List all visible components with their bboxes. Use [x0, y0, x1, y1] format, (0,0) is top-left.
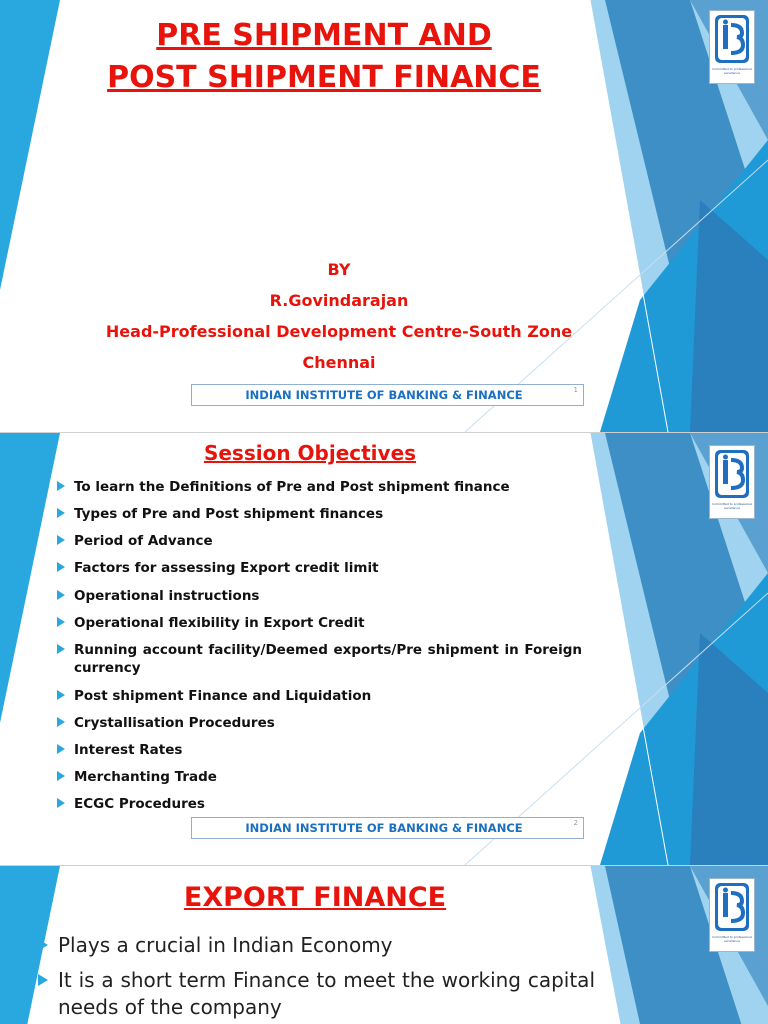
logo-tagline: Committed to professional excellence	[712, 935, 752, 943]
objective-item: Merchanting Trade	[57, 768, 582, 786]
bullet-arrow-icon	[57, 690, 65, 700]
objective-item: Interest Rates	[57, 741, 582, 759]
page-number: 1	[573, 386, 578, 394]
bullet-point: Plays a crucial in Indian Economy	[38, 932, 595, 959]
slide-2-footer	[191, 817, 584, 839]
bullet-arrow-icon	[57, 644, 65, 654]
objective-item: Types of Pre and Post shipment finances	[57, 505, 582, 523]
iibf-logo-icon	[715, 883, 749, 931]
page-number: 2	[573, 819, 578, 827]
iibf-logo	[709, 878, 755, 952]
objective-item: Running account facility/Deemed exports/Pre shipment in Foreign currency	[57, 641, 582, 677]
slide-3	[0, 866, 768, 1024]
author-city: Chennai	[302, 353, 376, 372]
bullet-arrow-icon	[57, 717, 65, 727]
bullet-arrow-icon	[57, 535, 65, 545]
slide-1-title-line-1: PRE SHIPMENT AND	[156, 18, 492, 53]
slide-3-title: EXPORT FINANCE	[183, 882, 447, 913]
objective-item: To learn the Definitions of Pre and Post shipment finance	[57, 478, 582, 496]
bullet-arrow-icon	[57, 508, 65, 518]
objective-item: Post shipment Finance and Liquidation	[57, 687, 582, 705]
slide-1	[0, 0, 768, 432]
slide-1-footer	[191, 384, 584, 406]
bullet-arrow-icon	[57, 617, 65, 627]
bullet-arrow-icon	[57, 798, 65, 808]
slide-2-title: Session Objectives	[203, 441, 417, 465]
objective-item: Crystallisation Procedures	[57, 714, 582, 732]
iibf-logo	[709, 10, 755, 84]
slide-1-title-line-2: POST SHIPMENT FINANCE	[107, 60, 541, 95]
bullet-point: It is a short term Finance to meet the working capital needs of the company	[38, 967, 595, 1021]
objective-item: Operational flexibility in Export Credit	[57, 614, 582, 632]
objective-item: ECGC Procedures	[57, 795, 582, 813]
objective-item: Operational instructions	[57, 587, 582, 605]
author-position: Head-Professional Development Centre-South Zone	[105, 322, 573, 341]
objective-item: Period of Advance	[57, 532, 582, 550]
bullet-arrow-icon	[57, 771, 65, 781]
slide-2	[0, 433, 768, 865]
bullet-arrow-icon	[57, 562, 65, 572]
iibf-logo-icon	[715, 450, 749, 498]
logo-tagline: Committed to professional excellence	[712, 67, 752, 75]
iibf-logo	[709, 445, 755, 519]
objective-item: Factors for assessing Export credit limit	[57, 559, 582, 577]
bullet-arrow-icon	[57, 590, 65, 600]
bullet-arrow-icon	[38, 974, 48, 986]
author-name: R.Govindarajan	[269, 291, 409, 310]
footer-institute-name: INDIAN INSTITUTE OF BANKING & FINANCE	[245, 388, 523, 402]
bullet-arrow-icon	[57, 744, 65, 754]
logo-tagline: Committed to professional excellence	[712, 502, 752, 510]
bullet-arrow-icon	[38, 939, 48, 951]
footer-institute-name: INDIAN INSTITUTE OF BANKING & FINANCE	[245, 821, 523, 835]
iibf-logo-icon	[715, 15, 749, 63]
bullet-arrow-icon	[57, 481, 65, 491]
by-label: BY	[327, 260, 351, 279]
